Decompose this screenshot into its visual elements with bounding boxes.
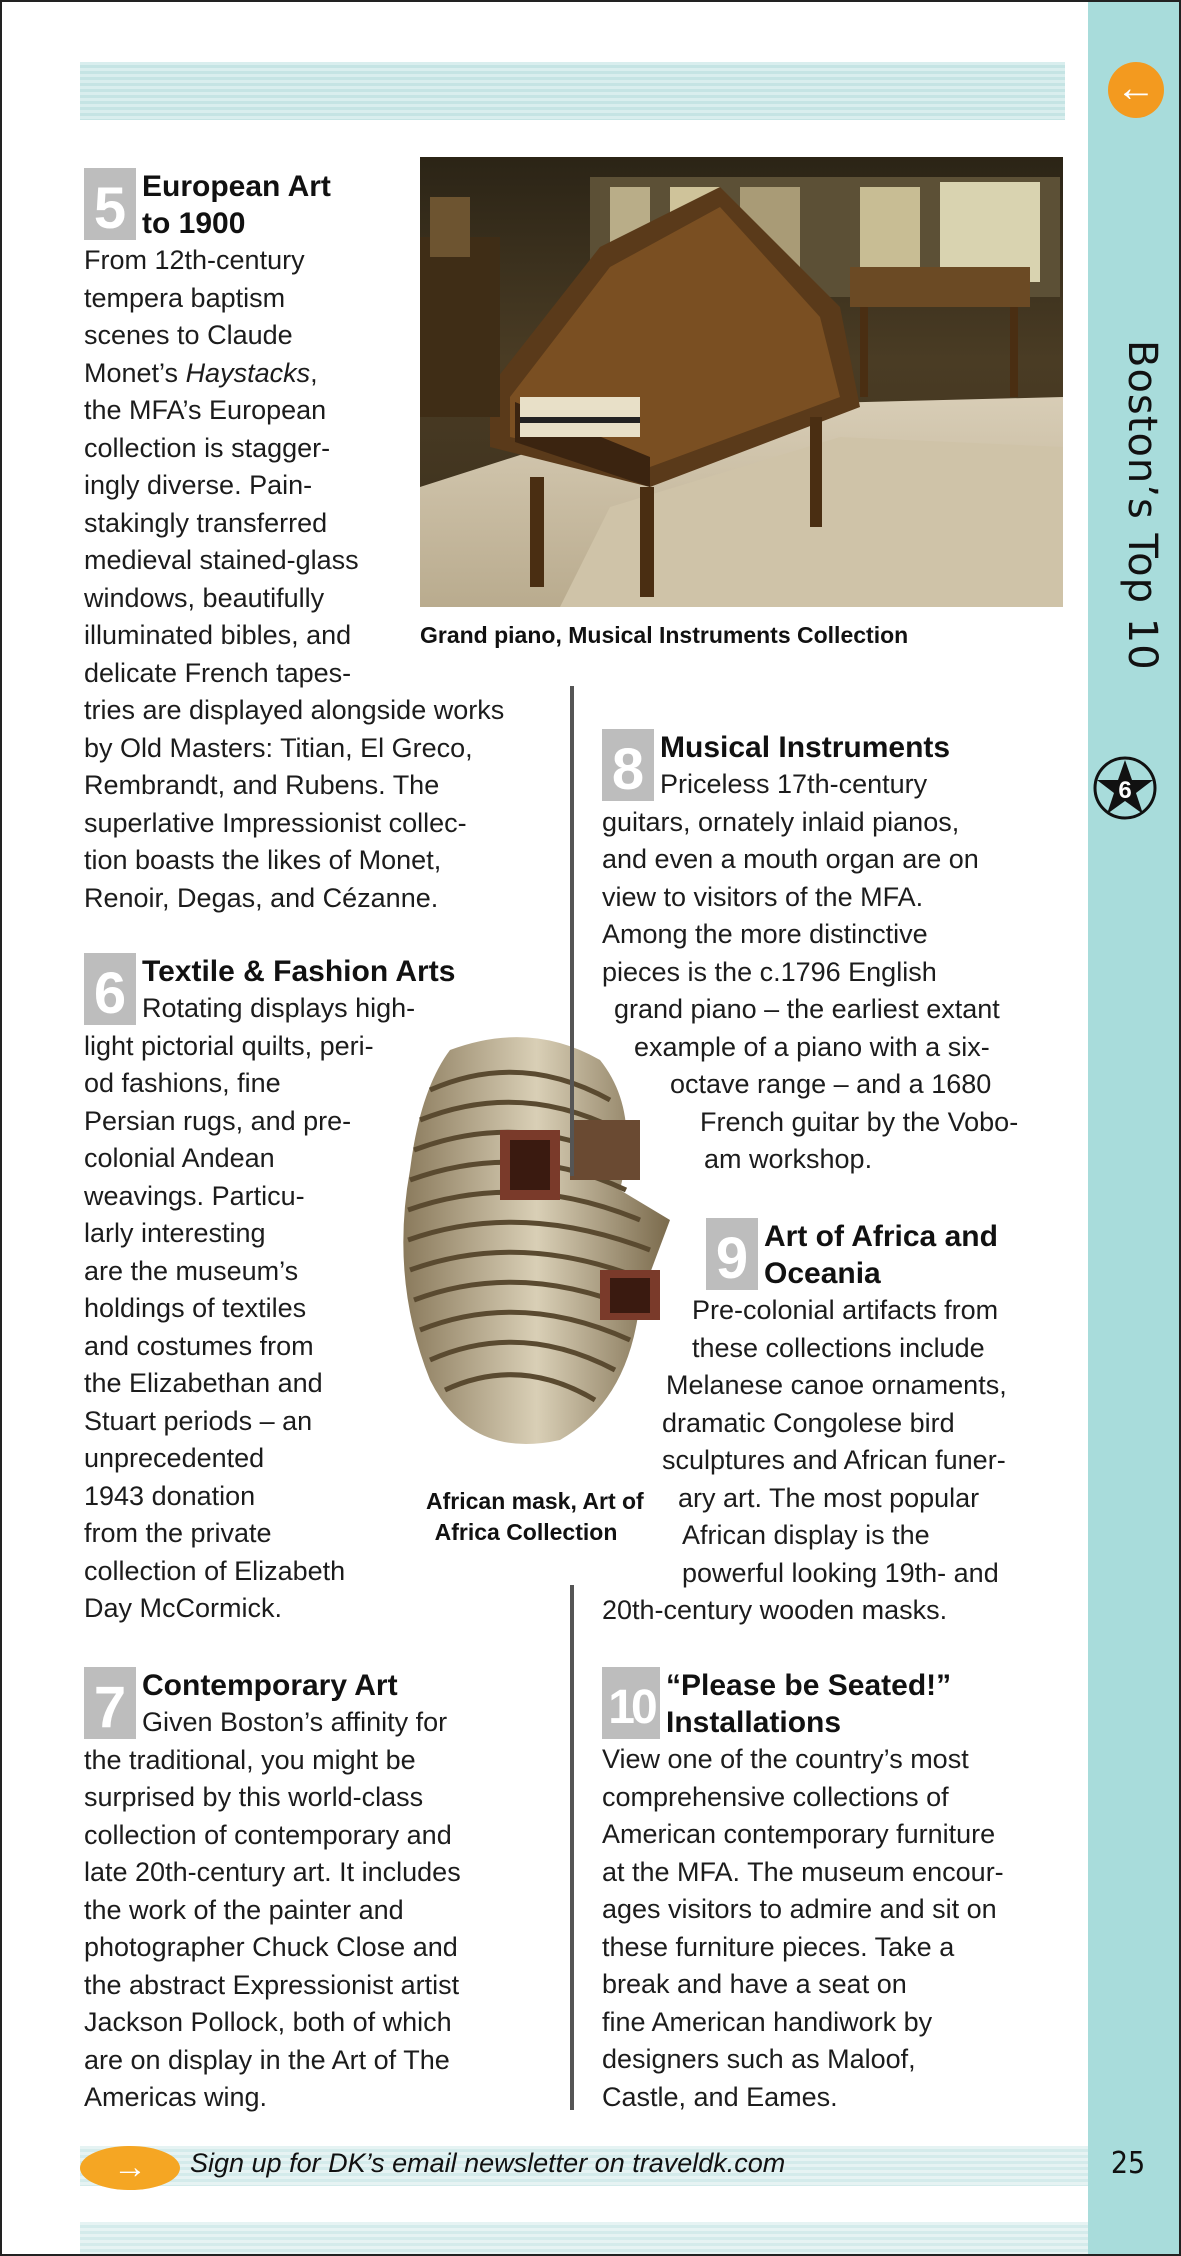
section-art-of-africa (602, 1218, 1007, 1630)
body-line: ingly diverse. Pain- (84, 470, 313, 500)
section-title: Musical Instruments (660, 731, 951, 764)
body-line: Castle, and Eames. (602, 2081, 838, 2112)
body-line: Rembrandt, and Rubens. The (84, 770, 440, 800)
italic-title: Haystacks (185, 357, 311, 388)
body-line: 20th-century wooden masks. (602, 1595, 948, 1625)
body-line-haystacks (84, 355, 504, 393)
section-please-be-seated (602, 1667, 1004, 2116)
star-badge-icon (1092, 755, 1158, 821)
section-number: 10 (602, 1667, 660, 1739)
section-number: 5 (84, 168, 136, 240)
bottom-decorative-band-lower (80, 2222, 1088, 2254)
body-line: by Old Masters: Titian, El Greco, (84, 732, 473, 763)
body-line: break and have a seat on (602, 1969, 907, 1999)
body-line: Priceless 17th-century (660, 769, 928, 799)
body-line: at the MFA. The museum encour- (602, 1856, 1004, 1887)
body-line: Pre-colonial artifacts from (692, 1295, 999, 1325)
section-musical-instruments (602, 729, 1018, 1179)
mask-caption (426, 1486, 644, 1548)
section-european-art (84, 168, 504, 917)
body-line: the traditional, you might be (84, 1744, 416, 1775)
body-line: colonial Andean (84, 1143, 275, 1173)
body-line: view to visitors of the MFA. (602, 881, 924, 912)
body-text: , (310, 357, 318, 388)
body-line: designers such as Maloof, (602, 2044, 916, 2074)
body-line: the abstract Expressionist artist (84, 1969, 460, 2000)
body-line: Among the more distinctive (602, 919, 928, 949)
body-line: photographer Chuck Close and (84, 1932, 458, 1962)
body-line: comprehensive collections of (602, 1781, 949, 1812)
body-line: guitars, ornately inlaid pianos, (602, 806, 960, 837)
body-line: example of a piano with a six- (634, 1031, 990, 1062)
body-line: ages visitors to admire and sit on (602, 1894, 997, 1924)
top-decorative-band (80, 62, 1065, 120)
body-line: surprised by this world-class (84, 1782, 424, 1812)
body-line: Melanese canoe ornaments, (666, 1370, 1007, 1400)
body-line: Rotating displays high- (142, 993, 416, 1023)
body-line: from the private (84, 1518, 272, 1548)
back-arrow-icon[interactable]: ← (1108, 62, 1164, 118)
body-line: holdings of textiles (84, 1293, 307, 1323)
body-line: tempera baptism (84, 282, 286, 313)
section-title: to 1900 (142, 207, 246, 240)
body-line: weavings. Particu- (84, 1180, 305, 1211)
body-line: illuminated bibles, and (84, 620, 352, 650)
body-line: scenes to Claude (84, 320, 293, 350)
body-line: collection of contemporary and (84, 1819, 452, 1850)
page-number: 25 (1110, 2146, 1146, 2181)
body-line: pieces is the c.1796 English (602, 956, 937, 987)
section-title: European Art (142, 170, 331, 203)
section-contemporary-art (84, 1667, 461, 2117)
body-line: tries are displayed alongside works (84, 695, 505, 725)
body-line: powerful looking 19th- and (682, 1557, 999, 1588)
forward-arrow-icon[interactable]: → (80, 2146, 180, 2190)
body-line: these furniture pieces. Take a (602, 1931, 955, 1962)
body-line: the MFA’s European (84, 395, 327, 425)
section-title: Oceania (764, 1257, 881, 1290)
body-line: collection of Elizabeth (84, 1555, 346, 1586)
body-line: fine American handiwork by (602, 2006, 933, 2037)
body-line: collection is stagger- (84, 432, 331, 463)
footer-newsletter-link[interactable]: Sign up for DK’s email newsletter on traveldk.com (190, 2148, 786, 2178)
body-line: larly interesting (84, 1218, 266, 1248)
body-line: Persian rugs, and pre- (84, 1105, 352, 1136)
body-line: View one of the country’s most (602, 1744, 969, 1774)
mask-caption-line-2: Africa Collection (434, 1519, 618, 1545)
body-line: am workshop. (704, 1144, 873, 1174)
body-line: light pictorial quilts, peri- (84, 1030, 374, 1061)
mask-caption-line-1: African mask, Art of (426, 1488, 644, 1514)
body-line: Americas wing. (84, 2082, 268, 2112)
body-line: Jackson Pollock, both of which (84, 2007, 452, 2037)
body-line: sculptures and African funer- (662, 1445, 1006, 1475)
body-line: dramatic Congolese bird (662, 1407, 955, 1438)
body-line: these collections include (692, 1332, 985, 1363)
body-line: the Elizabethan and (84, 1368, 323, 1398)
body-line: stakingly transferred (84, 507, 328, 538)
star-badge-number: 6 (1118, 777, 1132, 804)
body-line: grand piano – the earliest extant (614, 994, 1000, 1024)
body-line: octave range – and a 1680 (670, 1069, 992, 1099)
section-title: “Please be Seated!” (666, 1669, 952, 1702)
body-line: and costumes from (84, 1330, 314, 1361)
body-line: Stuart periods – an (84, 1405, 313, 1436)
section-number: 7 (84, 1667, 136, 1739)
body-line: and even a mouth organ are on (602, 844, 979, 874)
section-number: 6 (84, 953, 136, 1025)
section-number: 9 (706, 1218, 758, 1290)
body-text: Monet’s (84, 357, 186, 388)
body-line: are the museum’s (84, 1255, 299, 1286)
grand-piano-photo (420, 157, 1063, 607)
section-title: Contemporary Art (142, 1669, 398, 1702)
body-line: are on display in the Art of The (84, 2044, 450, 2075)
body-line: 1943 donation (84, 1480, 256, 1511)
piano-caption: Grand piano, Musical Instruments Collection (420, 622, 909, 648)
body-line: tion boasts the likes of Monet, (84, 845, 442, 875)
body-line: late 20th-century art. It includes (84, 1857, 461, 1887)
body-line: od fashions, fine (84, 1068, 281, 1098)
body-line: American contemporary furniture (602, 1819, 996, 1849)
body-line: the work of the painter and (84, 1894, 404, 1925)
sidebar-title: Boston’s Top 10 (1119, 340, 1165, 671)
body-line: ary art. The most popular (678, 1482, 980, 1513)
body-line: superlative Impressionist collec- (84, 807, 467, 838)
body-line: African display is the (682, 1520, 930, 1550)
body-line: From 12th-century (84, 245, 305, 275)
body-line: Given Boston’s affinity for (142, 1707, 448, 1737)
body-line: Day McCormick. (84, 1593, 283, 1623)
section-title: Art of Africa and (764, 1220, 998, 1253)
body-line: unprecedented (84, 1443, 265, 1473)
section-number: 8 (602, 729, 654, 801)
body-line: Renoir, Degas, and Cézanne. (84, 882, 439, 913)
section-textile-fashion (84, 953, 455, 1628)
body-line: medieval stained-glass (84, 545, 359, 575)
section-title: Textile & Fashion Arts (142, 955, 456, 988)
column-divider-bottom (570, 1585, 574, 2110)
column-divider-top (570, 686, 574, 1176)
body-line: French guitar by the Vobo- (700, 1106, 1019, 1137)
body-line: delicate French tapes- (84, 657, 352, 688)
body-line: windows, beautifully (84, 582, 325, 613)
section-title: Installations (666, 1706, 842, 1739)
